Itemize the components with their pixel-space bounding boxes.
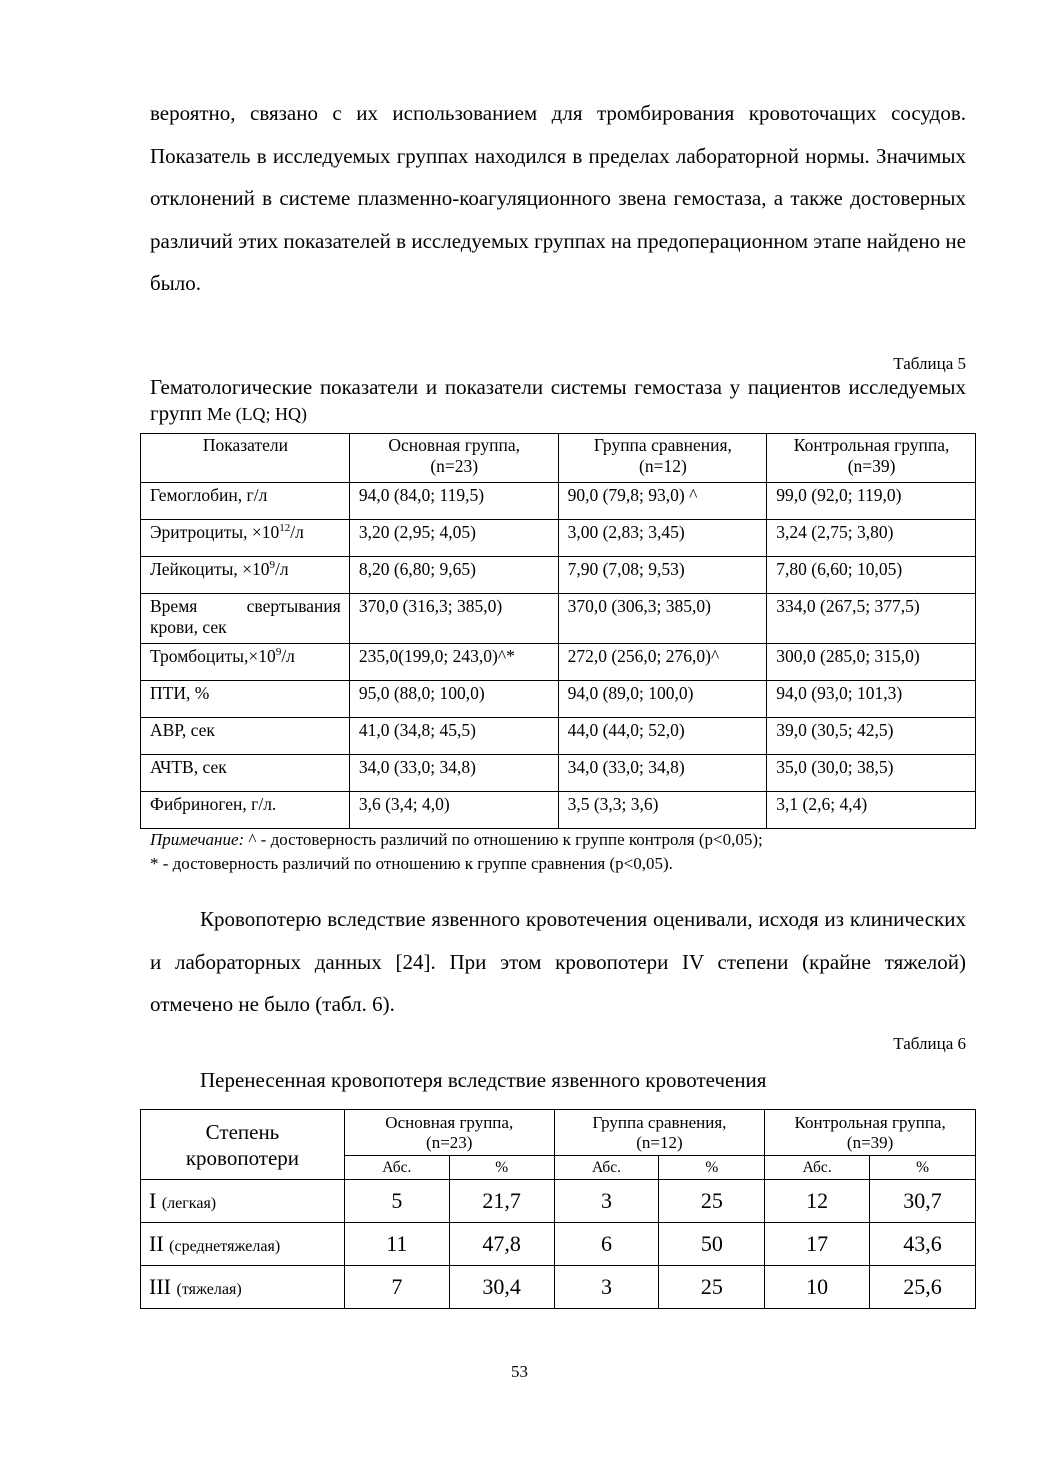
header-comparison-group: Группа сравнения, (n=12) — [554, 1110, 765, 1156]
hemostasis-table — [140, 433, 976, 829]
table-cell: 10 — [765, 1266, 870, 1309]
table-cell: 7,90 (7,08; 9,53) — [558, 557, 767, 594]
table-cell: 30,7 — [870, 1180, 976, 1223]
table-row — [141, 520, 976, 557]
table-cell: 334,0 (267,5; 377,5) — [767, 594, 976, 644]
table-cell: 50 — [659, 1223, 765, 1266]
header-control-group: Контрольная группа, (n=39) — [765, 1110, 976, 1156]
row-label: Время свертывания крови, сек — [141, 594, 350, 644]
header-degree: Степень кровопотери — [141, 1110, 345, 1180]
table-cell: 95,0 (88,0; 100,0) — [349, 681, 558, 718]
table-cell: 21,7 — [449, 1180, 554, 1223]
table-row — [141, 681, 976, 718]
note-label: Примечание: — [150, 830, 245, 849]
paragraph-middle: Кровопотерю вследствие язвенного кровотечения оценивали, исходя из клинических и лабораторных данных [24]. При этом кровопотери IV степени (крайне тяжелой) отмечено не было (табл. 6). — [150, 907, 966, 1016]
table-cell: 30,4 — [449, 1266, 554, 1309]
table-cell: 7 — [344, 1266, 449, 1309]
table-cell: 3,1 (2,6; 4,4) — [767, 792, 976, 829]
table-cell: 11 — [344, 1223, 449, 1266]
table-cell: 235,0(199,0; 243,0)^* — [349, 644, 558, 681]
table-row — [141, 644, 976, 681]
row-label: III (тяжелая) — [141, 1266, 345, 1309]
table-cell: 5 — [344, 1180, 449, 1223]
table-cell: 44,0 (44,0; 52,0) — [558, 718, 767, 755]
table-cell: 12 — [765, 1180, 870, 1223]
table-cell: 94,0 (84,0; 119,5) — [349, 483, 558, 520]
table-cell: 370,0 (306,3; 385,0) — [558, 594, 767, 644]
row-label: Гемоглобин, г/л — [141, 483, 350, 520]
sub-abs: Абс. — [765, 1156, 870, 1180]
page-number: 53 — [511, 1362, 528, 1381]
table-cell: 3,6 (3,4; 4,0) — [349, 792, 558, 829]
table6-number: Таблица 6 — [893, 1034, 966, 1053]
table-row — [141, 792, 976, 829]
table-cell: 47,8 — [449, 1223, 554, 1266]
table-row — [141, 594, 976, 644]
table-cell: 3,20 (2,95; 4,05) — [349, 520, 558, 557]
table-cell: 34,0 (33,0; 34,8) — [349, 755, 558, 792]
table-cell: 3,5 (3,3; 3,6) — [558, 792, 767, 829]
header-indicators: Показатели — [141, 434, 350, 483]
table-row — [141, 755, 976, 792]
table-cell: 35,0 (30,0; 38,5) — [767, 755, 976, 792]
row-label: Эритроциты, $\times 10^{12}/л$ — [141, 520, 350, 557]
table5-note — [150, 828, 980, 876]
table-cell: 6 — [554, 1223, 659, 1266]
table-cell: 3 — [554, 1266, 659, 1309]
table-cell: 3 — [554, 1180, 659, 1223]
table-cell: 272,0 (256,0; 276,0)^ — [558, 644, 767, 681]
blood-loss-table — [140, 1109, 976, 1309]
table-cell: 99,0 (92,0; 119,0) — [767, 483, 976, 520]
table-cell: 25,6 — [870, 1266, 976, 1309]
row-label: I (легкая) — [141, 1180, 345, 1223]
paragraph-top: вероятно, связано с их использованием для тромбирования кровоточащих сосудов. Показатель в исследуемых группах находился в пределах лабораторной нормы. Значимых отклонений в системе плазменно-коагуляционного звена гемостаза, а также достоверных различий этих показателей в исследуемых группах на предоперационном этапе найдено не было. — [150, 101, 966, 295]
table-cell: 94,0 (93,0; 101,3) — [767, 681, 976, 718]
table-row — [141, 483, 976, 520]
header-control-group: Контрольная группа, (n=39) — [767, 434, 976, 483]
table-header-row — [141, 434, 976, 483]
table5-number: Таблица 5 — [893, 354, 966, 373]
table-row — [141, 1180, 976, 1223]
row-label: Лейкоциты, $\times 10^9/л$ — [141, 557, 350, 594]
header-comparison-group: Группа сравнения, (n=12) — [558, 434, 767, 483]
table-cell: 94,0 (89,0; 100,0) — [558, 681, 767, 718]
row-label: $Тромбоциты,\times 10^9/л$ — [141, 644, 350, 681]
table-cell: 90,0 (79,8; 93,0) ^ — [558, 483, 767, 520]
table-cell: 41,0 (34,8; 45,5) — [349, 718, 558, 755]
table-row — [141, 557, 976, 594]
row-label: II (среднетяжелая) — [141, 1223, 345, 1266]
sub-abs: Абс. — [554, 1156, 659, 1180]
note-line-1: ^ - достоверность различий по отношению к группе контроля (р<0,05); — [244, 830, 763, 849]
table-cell: 17 — [765, 1223, 870, 1266]
sub-pct: % — [659, 1156, 765, 1180]
table5-caption-suffix: Me (LQ; HQ) — [207, 404, 308, 424]
table-cell: 25 — [659, 1180, 765, 1223]
sub-pct: % — [870, 1156, 976, 1180]
sub-abs: Абс. — [344, 1156, 449, 1180]
row-label: АЧТВ, сек — [141, 755, 350, 792]
row-label: Фибриноген, г/л. — [141, 792, 350, 829]
table5-caption-text: Гематологические показатели и показатели системы гемостаза у пациентов исследуемых групп — [150, 375, 966, 425]
header-main-group: Основная группа, (n=23) — [344, 1110, 554, 1156]
table-cell: 300,0 (285,0; 315,0) — [767, 644, 976, 681]
table5-caption — [150, 374, 966, 427]
table-header-row — [141, 1110, 976, 1156]
table-cell: 34,0 (33,0; 34,8) — [558, 755, 767, 792]
table-row — [141, 1266, 976, 1309]
note-line-2: * - достоверность различий по отношению к группе сравнения (р<0,05). — [150, 854, 673, 873]
table-cell: 7,80 (6,60; 10,05) — [767, 557, 976, 594]
sub-pct: % — [449, 1156, 554, 1180]
table-row — [141, 718, 976, 755]
table-cell: 370,0 (316,3; 385,0) — [349, 594, 558, 644]
table-cell: 39,0 (30,5; 42,5) — [767, 718, 976, 755]
table-cell: 43,6 — [870, 1223, 976, 1266]
table-cell: 25 — [659, 1266, 765, 1309]
row-label: ПТИ, % — [141, 681, 350, 718]
table-cell: 3,00 (2,83; 3,45) — [558, 520, 767, 557]
table-row — [141, 1223, 976, 1266]
table-cell: 8,20 (6,80; 9,65) — [349, 557, 558, 594]
table-cell: 3,24 (2,75; 3,80) — [767, 520, 976, 557]
row-label: АВР, сек — [141, 718, 350, 755]
table6-caption: Перенесенная кровопотеря вследствие язвенного кровотечения — [200, 1068, 767, 1092]
header-main-group: Основная группа, (n=23) — [349, 434, 558, 483]
